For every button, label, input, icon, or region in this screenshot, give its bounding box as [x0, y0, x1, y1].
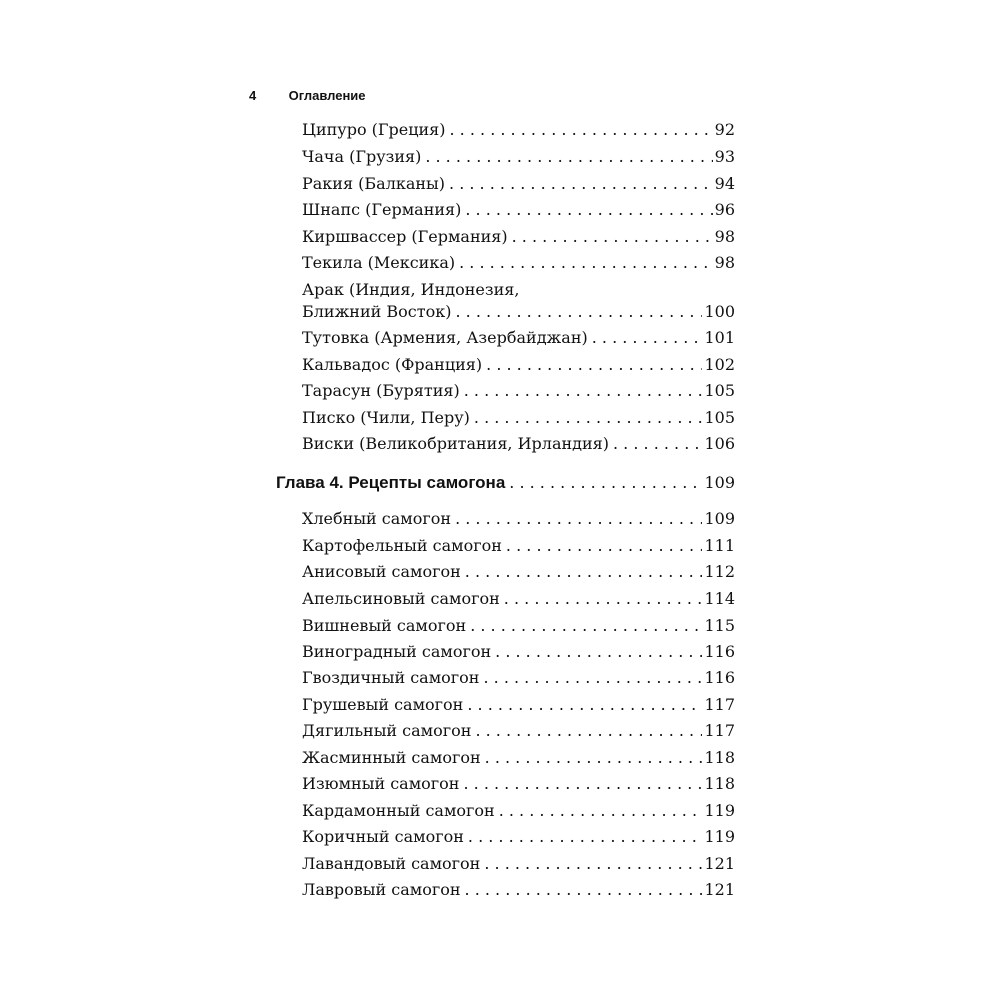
dot-leader: [499, 801, 703, 821]
dot-leader: [455, 302, 702, 322]
toc-entry-title: Ракия (Балканы): [302, 174, 446, 193]
toc-entry-title: Хлебный самогон: [302, 509, 452, 528]
dot-leader: [463, 774, 702, 794]
toc-entry-page: 117: [704, 721, 735, 740]
toc-entry[interactable]: [302, 721, 735, 741]
toc-entry[interactable]: [302, 854, 735, 874]
dot-leader: [613, 434, 702, 454]
toc-entry[interactable]: [302, 147, 735, 167]
dot-leader: [509, 473, 702, 493]
running-head: [249, 88, 366, 103]
toc-entry-title: Ближний Восток): [302, 302, 452, 321]
dot-leader: [465, 880, 703, 900]
toc-entry-page: 116: [704, 642, 735, 661]
toc-entry-page: 96: [714, 200, 735, 219]
toc-entry[interactable]: [302, 536, 735, 556]
toc-entry[interactable]: [302, 174, 735, 194]
toc-entry-title: Кардамонный самогон: [302, 801, 495, 820]
toc-entry-page: 119: [704, 827, 735, 846]
toc-entry[interactable]: [302, 880, 735, 900]
toc-entry[interactable]: [302, 200, 735, 220]
dot-leader: [504, 589, 703, 609]
toc-entry-page: 101: [704, 328, 735, 347]
toc-entry[interactable]: [302, 408, 735, 428]
dot-leader: [465, 200, 712, 220]
dot-leader: [449, 174, 713, 194]
toc-entry-title: Дягильный самогон: [302, 721, 472, 740]
toc-entry[interactable]: [302, 381, 735, 401]
toc-entry-title: Тутовка (Армения, Азербайджан): [302, 328, 588, 347]
toc-entry-page: 112: [704, 562, 735, 581]
toc-entry-page: 92: [714, 120, 735, 139]
toc-entry[interactable]: [302, 302, 735, 322]
toc-entry-page: 114: [704, 589, 735, 608]
toc-entry-title: Анисовый самогон: [302, 562, 461, 581]
toc-entry[interactable]: [302, 695, 735, 715]
toc-entry-page: 98: [714, 253, 735, 272]
page-number: 4: [249, 88, 257, 103]
toc-entry[interactable]: [302, 748, 735, 768]
dot-leader: [474, 408, 703, 428]
toc-entry[interactable]: [302, 668, 735, 688]
toc-entry-page: 118: [704, 774, 735, 793]
dot-leader: [450, 120, 713, 140]
toc-chapter[interactable]: [276, 473, 735, 493]
toc-entry-title: Ципуро (Греция): [302, 120, 446, 139]
toc-entry-title: Вишневый самогон: [302, 616, 467, 635]
dot-leader: [506, 536, 703, 556]
toc-entry-title: Жасминный самогон: [302, 748, 481, 767]
toc-entry[interactable]: [302, 827, 735, 847]
dot-leader: [483, 668, 702, 688]
section-title: Оглавление: [288, 88, 366, 103]
toc-entry[interactable]: [302, 774, 735, 794]
dot-leader: [592, 328, 703, 348]
toc-entry-title: Тарасун (Бурятия): [302, 381, 460, 400]
dot-leader: [455, 509, 702, 529]
toc-entry[interactable]: [302, 355, 735, 375]
dot-leader: [467, 695, 702, 715]
toc-entry-page: 117: [704, 695, 735, 714]
dot-leader: [512, 227, 713, 247]
toc-entry-title: Текила (Мексика): [302, 253, 456, 272]
toc-entry[interactable]: [302, 801, 735, 821]
toc-entry-page: 121: [704, 880, 735, 899]
toc-entry-page: 102: [704, 355, 735, 374]
toc-entry-page: 119: [704, 801, 735, 820]
toc-entry-title: Писко (Чили, Перу): [302, 408, 470, 427]
dot-leader: [459, 253, 713, 273]
toc-entry-title: Лавандовый самогон: [302, 854, 481, 873]
chapter-page: 109: [704, 473, 735, 492]
toc-entry[interactable]: [302, 120, 735, 140]
toc-entry-page: 93: [714, 147, 735, 166]
toc-entry[interactable]: [302, 434, 735, 454]
toc-entry[interactable]: [302, 253, 735, 273]
dot-leader: [485, 748, 703, 768]
dot-leader: [484, 854, 702, 874]
toc-entry-page: 106: [704, 434, 735, 453]
dot-leader: [425, 147, 712, 167]
dot-leader: [465, 562, 703, 582]
toc-entry-title: Шнапс (Германия): [302, 200, 462, 219]
chapter-title: Глава 4. Рецепты самогона: [276, 473, 506, 492]
dot-leader: [464, 381, 703, 401]
toc-entry-title: Лавровый самогон: [302, 880, 461, 899]
toc-entry[interactable]: [302, 616, 735, 636]
toc-entry[interactable]: [302, 509, 735, 529]
toc-entry-title: Изюмный самогон: [302, 774, 460, 793]
toc-entry-page: 121: [704, 854, 735, 873]
toc-entry-page: 115: [704, 616, 735, 635]
toc-entry-page: 105: [704, 408, 735, 427]
toc-entry[interactable]: [302, 642, 735, 662]
toc-entry-page: 109: [704, 509, 735, 528]
toc-entry-page: 105: [704, 381, 735, 400]
toc-entry-title: Коричный самогон: [302, 827, 464, 846]
toc-entry-title: Апельсиновый самогон: [302, 589, 500, 608]
toc-entry-page: 118: [704, 748, 735, 767]
toc-entry-title: Виноградный самогон: [302, 642, 492, 661]
dot-leader: [468, 827, 703, 847]
toc-entry-title: Чача (Грузия): [302, 147, 422, 166]
toc-entry-page: 116: [704, 668, 735, 687]
toc-entry[interactable]: [302, 328, 735, 348]
toc-entry-title: Киршвассер (Германия): [302, 227, 508, 246]
toc-entry-page: 100: [704, 302, 735, 321]
dot-leader: [475, 721, 702, 741]
toc-entry-title: Картофельный самогон: [302, 536, 502, 555]
dot-leader: [470, 616, 702, 636]
toc-entry-page: 94: [714, 174, 735, 193]
dot-leader: [486, 355, 702, 375]
toc-entry-title: Виски (Великобритания, Ирландия): [302, 434, 609, 453]
toc-entry[interactable]: [302, 589, 735, 609]
toc-entry[interactable]: [302, 227, 735, 247]
toc-entry[interactable]: [302, 562, 735, 582]
toc-entry-title: Гвоздичный самогон: [302, 668, 480, 687]
toc-entry-page: 111: [704, 536, 735, 555]
toc-entry-title-line[interactable]: Арак (Индия, Индонезия,: [302, 280, 520, 299]
toc-entry-title: Кальвадос (Франция): [302, 355, 483, 374]
dot-leader: [495, 642, 702, 662]
toc-entry-page: 98: [714, 227, 735, 246]
toc-entry-title: Грушевый самогон: [302, 695, 464, 714]
